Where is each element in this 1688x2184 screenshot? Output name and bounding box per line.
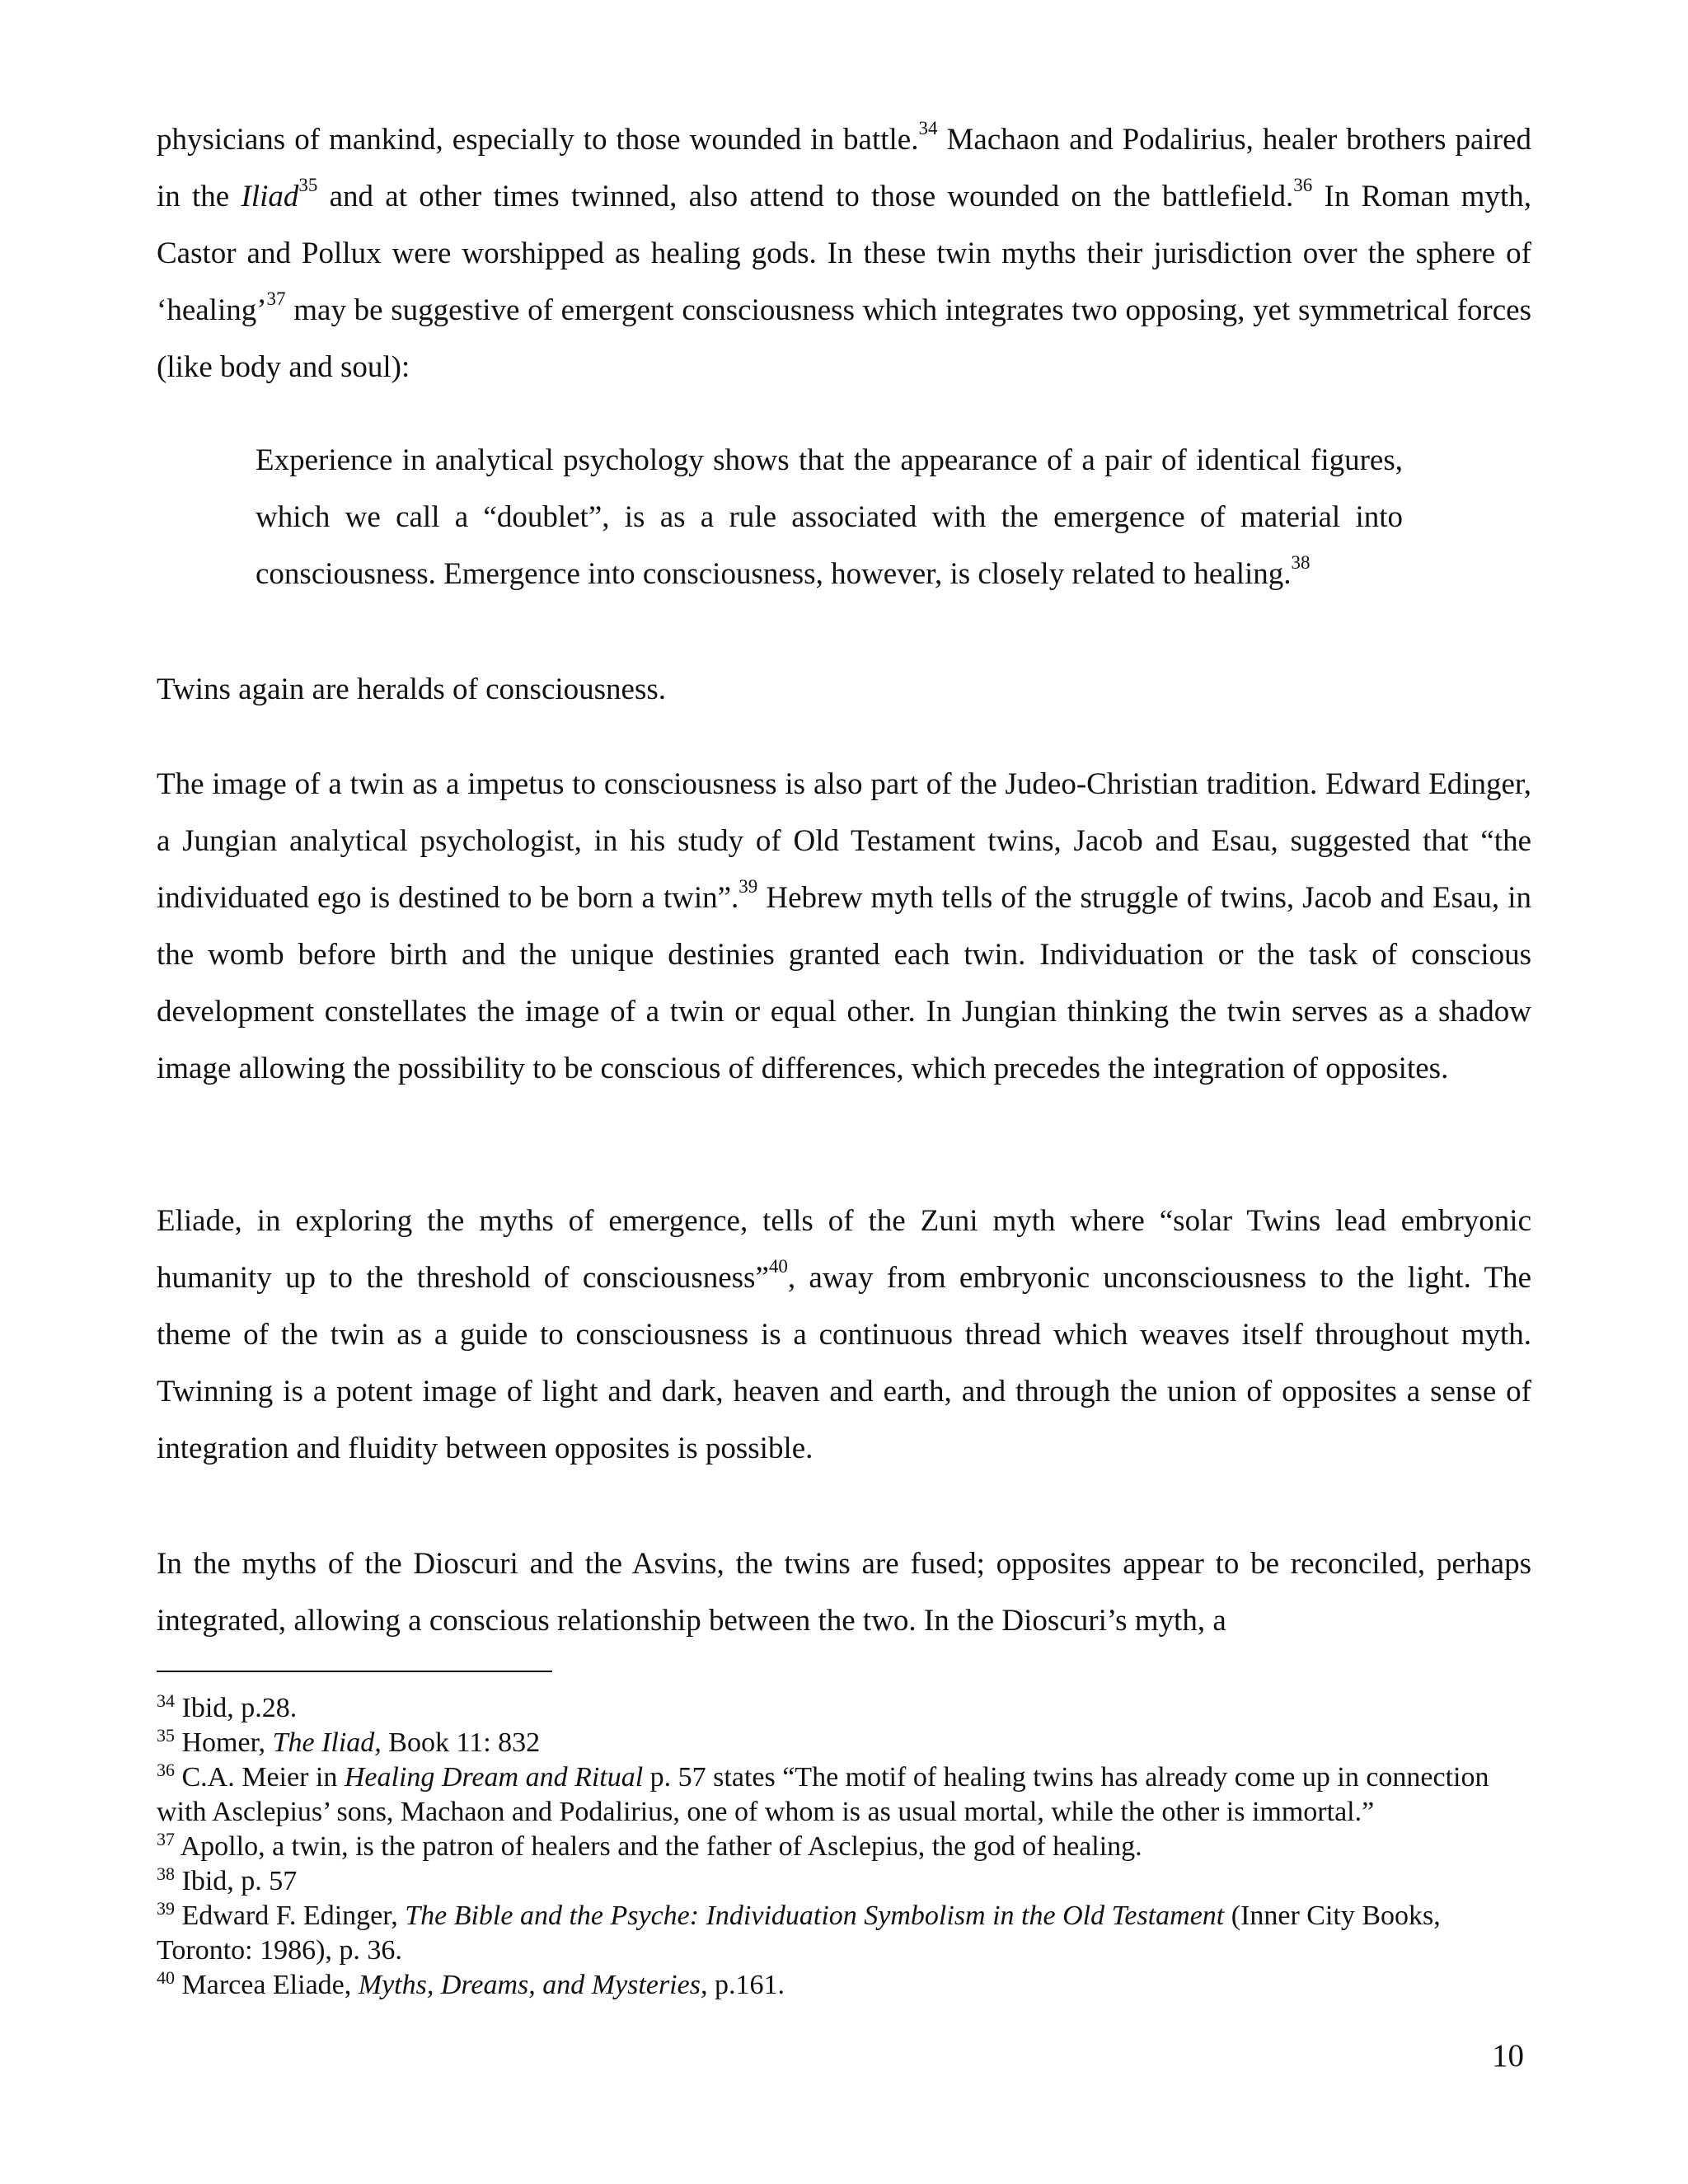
after-quote-line: Twins again are heralds of consciousness. (157, 673, 667, 706)
footnote-37: $^{37}$ Apollo, a twin, is the patron of healers and the father of Asclepius, the god of healing. (157, 1829, 1142, 1862)
footnote-ref-34[interactable]: 34 (918, 118, 938, 138)
footnote-ref-35[interactable]: 35 (298, 175, 318, 195)
footnote-separator (157, 1671, 552, 1672)
footnotes (157, 1691, 1531, 2003)
paragraph-1: physicians of mankind, especially to those wounded in battle.$^{34}$ Machaon and Podalirius, healer brothers paired in the Iliad$^{35}$ and at other times twinned, also attend to those wounded on the battlefield.$^{36}$ In Roman myth, Castor and Pollux were worshipped as healing gods. In these twin myths their jurisdiction over the sphere of ‘healing’$^{37}$ may be suggestive of emergent consciousness which integrates two opposing, yet symmetrical forces (like body and soul): (157, 118, 1531, 384)
footnote-ref-38[interactable]: 38 (1291, 552, 1311, 573)
block-quote: Experience in analytical psychology shows that the appearance of a pair of identical figures, which we call a “doublet”, is as a rule associated with the emergence of material into consciousness. Emergence into consciousness, however, is closely related to healing.$^{38}$ (256, 443, 1403, 591)
footnote-38: $^{38}$ Ibid, p. 57 (157, 1863, 298, 1896)
footnote-36: $^{36}$ C.A. Meier in Healing Dream and Ritual p. 57 states “The motif of healing twins has already come up in connection with Asclepius’ sons, Machaon and Podalirius, one of whom is as usual mortal, while the other is immortal.” (157, 1760, 1489, 1827)
paragraph-4: In the myths of the Dioscuri and the Asvins, the twins are fused; opposites appear to be reconciled, perhaps integrated, allowing a conscious relationship between the two. In the Dioscuri’s myth, a (157, 1547, 1531, 1638)
footnote-ref-36[interactable]: 36 (1293, 175, 1313, 195)
footnote-40: $^{40}$ Marcea Eliade, Myths, Dreams, and Mysteries, p.161. (157, 1967, 785, 2000)
footnote-39: $^{39}$ Edward F. Edinger, The Bible and the Psyche: Individuation Symbolism in the Old Testament (Inner City Books, Toronto: 1986), p. 36. (157, 1898, 1441, 1966)
footnote-ref-37[interactable]: 37 (266, 288, 286, 309)
paragraph-2: The image of a twin as a impetus to consciousness is also part of the Judeo-Christian tradition. Edward Edinger, a Jungian analytical psychologist, in his study of Old Testament twins, Jacob and Esau, suggested that “the individuated ego is destined to be born a twin”.$^{39}$ Hebrew myth tells of the struggle of twins, Jacob and Esau, in the womb before birth and the unique destinies granted each twin. Individuation or the task of conscious development constellates the image of a twin or equal other. In Jungian thinking the twin serves as a shadow image allowing the possibility to be conscious of differences, which precedes the integration of opposites. (157, 767, 1531, 1085)
footnote-34: $^{34}$ Ibid, p.28. (157, 1690, 298, 1723)
page-number: 10 (1492, 2038, 1524, 2074)
footnote-35: $^{35}$ Homer, The Iliad, Book 11: 832 (157, 1725, 541, 1758)
footnote-ref-39[interactable]: 39 (738, 876, 758, 897)
footnote-ref-40[interactable]: 40 (768, 1256, 788, 1277)
paragraph-3: Eliade, in exploring the myths of emergence, tells of the Zuni myth where “solar Twins lead embryonic humanity up to the threshold of consciousness”$^{40}$, away from embryonic unconsciousness to the light. The theme of the twin as a guide to consciousness is a continuous thread which weaves itself throughout myth. Twinning is a potent image of light and dark, heaven and earth, and through the union of opposites a sense of integration and fluidity between opposites is possible. (157, 1204, 1531, 1465)
